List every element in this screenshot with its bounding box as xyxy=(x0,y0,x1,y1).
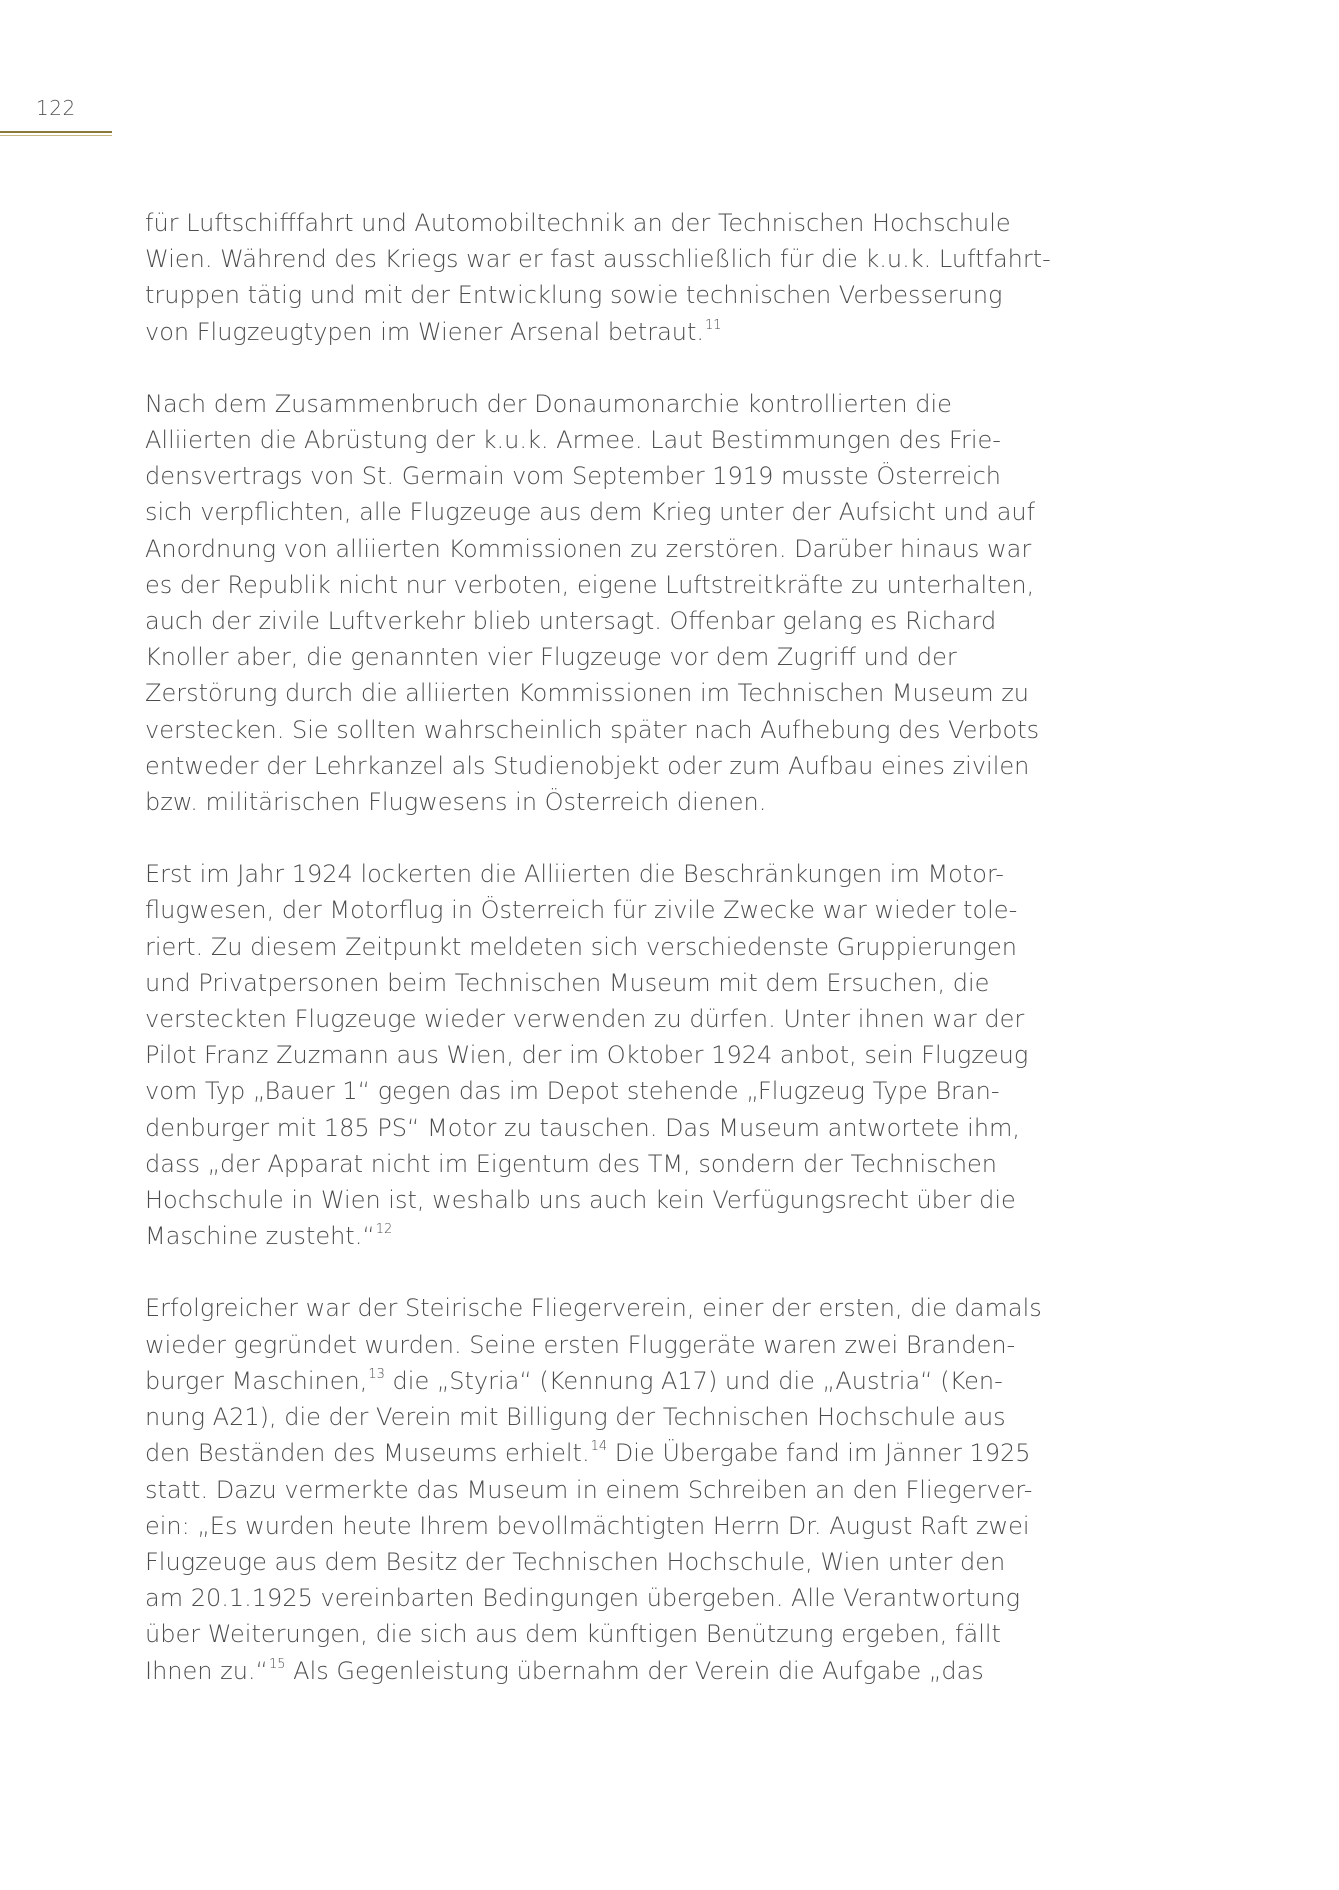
text-line xyxy=(145,531,1045,567)
text-line xyxy=(145,675,1045,711)
text-line xyxy=(145,1182,1045,1218)
text-line xyxy=(145,1073,1045,1109)
text-line xyxy=(145,784,1045,820)
text-line xyxy=(145,1399,1045,1435)
page-number-rule xyxy=(0,131,112,133)
footnote-marker[interactable]: 13 xyxy=(368,1366,385,1382)
text-line xyxy=(145,965,1045,1001)
line-text: Knoller aber, die genannten vier Flugzeuge vor dem Zugriff und der xyxy=(145,643,957,672)
line-text: Zerstörung durch die alliierten Kommissionen im Technischen Museum zu xyxy=(145,679,1030,708)
line-text: und Privatpersonen beim Technischen Museum mit dem Ersuchen, die xyxy=(145,968,990,997)
text-line xyxy=(145,1616,1045,1652)
text-line xyxy=(145,1327,1045,1363)
paragraph xyxy=(145,205,1051,350)
page-number: 122 xyxy=(36,96,76,120)
footnote-marker[interactable]: 11 xyxy=(705,317,722,333)
text-line xyxy=(145,277,1045,313)
text-line xyxy=(145,856,1045,892)
line-text: für Luftschifffahrt und Automobiltechnik an der Technischen Hochschule xyxy=(145,209,1011,237)
line-text: Pilot Franz Zuzmann aus Wien, der im Oktober 1924 anbot, sein Flugzeug xyxy=(145,1041,1029,1070)
text-line xyxy=(145,603,1045,639)
line-text: Hochschule in Wien ist, weshalb uns auch kein Verfügungsrecht über die xyxy=(145,1186,1016,1215)
footnote-marker[interactable]: 15 xyxy=(268,1656,286,1672)
line-text: sich verpflichten, alle Flugzeuge aus dem Krieg unter der Aufsicht und auf xyxy=(145,498,1036,527)
text-line xyxy=(145,567,1045,603)
text-line xyxy=(145,1110,1045,1146)
line-text: flugwesen, der Motorflug in Österreich für zivile Zwecke war wieder tole- xyxy=(145,896,1018,925)
line-text: burger Maschinen, xyxy=(145,1366,368,1395)
line-text: wieder gegründet wurden. Seine ersten Fluggeräte waren zwei Branden- xyxy=(145,1330,1016,1359)
line-text-continued: die „Styria“ (Kennung A17) und die „Austria“ (Ken- xyxy=(384,1366,1003,1395)
line-text: densvertrags von St. Germain vom September 1919 musste Österreich xyxy=(145,462,1002,491)
text-line xyxy=(145,241,1051,277)
line-text: versteckten Flugzeuge wieder verwenden zu dürfen. Unter ihnen war der xyxy=(145,1005,1025,1034)
text-line xyxy=(145,1580,1045,1616)
text-line xyxy=(145,712,1045,748)
text-line xyxy=(145,1653,1045,1689)
line-text: den Beständen des Museums erhielt. xyxy=(145,1439,590,1468)
line-text: über Weiterungen, die sich aus dem künftigen Benützung ergeben, fällt xyxy=(145,1620,1001,1649)
paragraph xyxy=(145,856,1045,1254)
line-text: entweder der Lehrkanzel als Studienobjekt oder zum Aufbau eines zivilen xyxy=(145,751,1030,780)
line-text-continued: Die Übergabe fand im Jänner 1925 xyxy=(607,1439,1031,1468)
line-text: Anordnung von alliierten Kommissionen zu zerstören. Darüber hinaus war xyxy=(145,534,1032,563)
paragraph xyxy=(145,386,1045,820)
text-line xyxy=(145,1508,1045,1544)
line-text: Erst im Jahr 1924 lockerten die Alliierten die Beschränkungen im Motor- xyxy=(145,860,1004,889)
text-line xyxy=(145,422,1045,458)
body-text xyxy=(145,205,1051,1725)
line-text: vom Typ „Bauer 1“ gegen das im Depot stehende „Flugzeug Type Bran- xyxy=(145,1077,1000,1106)
text-line xyxy=(145,386,1045,422)
text-line xyxy=(145,1290,1045,1326)
line-text: Erfolgreicher war der Steirische Fliegerverein, einer der ersten, die damals xyxy=(145,1294,1042,1323)
line-text: riert. Zu diesem Zeitpunkt meldeten sich verschiedenste Gruppierungen xyxy=(145,932,1017,961)
line-text: es der Republik nicht nur verboten, eigene Luftstreitkräfte zu unterhalten, xyxy=(145,570,1035,599)
footnote-marker[interactable]: 12 xyxy=(375,1222,393,1238)
footnote-marker[interactable]: 14 xyxy=(590,1439,608,1455)
line-text: nung A21), die der Verein mit Billigung der Technischen Hochschule aus xyxy=(145,1403,1006,1432)
line-text-continued: Als Gegenleistung übernahm der Verein die Aufgabe „das xyxy=(285,1656,984,1685)
line-text: Wien. Während des Kriegs war er fast ausschließlich für die k.u.k. Luftfahrt- xyxy=(145,245,1051,274)
line-text: am 20.1.1925 vereinbarten Bedingungen übergeben. Alle Verantwortung xyxy=(145,1584,1021,1613)
line-text: auch der zivile Luftverkehr blieb untersagt. Offenbar gelang es Richard xyxy=(145,607,997,636)
text-line xyxy=(145,1472,1045,1508)
line-text: ein: „Es wurden heute Ihrem bevollmächtigten Herrn Dr. August Raft zwei xyxy=(145,1511,1030,1540)
text-line xyxy=(145,494,1045,530)
line-text: Ihnen zu.“ xyxy=(145,1656,268,1685)
paragraph xyxy=(145,1290,1045,1688)
text-line xyxy=(145,929,1045,965)
text-line xyxy=(145,639,1045,675)
text-line xyxy=(145,1218,1045,1254)
text-line xyxy=(145,1363,1045,1399)
line-text: Maschine zusteht.“ xyxy=(145,1222,375,1251)
line-text: Alliierten die Abrüstung der k.u.k. Armee. Laut Bestimmungen des Frie- xyxy=(145,426,1001,455)
line-text: bzw. militärischen Flugwesens in Österreich dienen. xyxy=(145,788,767,817)
line-text: statt. Dazu vermerkte das Museum in einem Schreiben an den Fliegerver- xyxy=(145,1475,1033,1504)
text-line xyxy=(145,1146,1045,1182)
line-text: dass „der Apparat nicht im Eigentum des TM, sondern der Technischen xyxy=(145,1149,998,1178)
text-line xyxy=(145,458,1045,494)
text-line xyxy=(145,748,1045,784)
line-text: Flugzeuge aus dem Besitz der Technischen Hochschule, Wien unter den xyxy=(145,1547,1006,1576)
line-text: von Flugzeugtypen im Wiener Arsenal betraut. xyxy=(145,317,705,346)
text-line xyxy=(145,1001,1045,1037)
text-line xyxy=(145,1435,1045,1471)
text-line xyxy=(145,1544,1045,1580)
text-line xyxy=(145,892,1045,928)
text-line xyxy=(145,314,1045,350)
line-text: Nach dem Zusammenbruch der Donaumonarchie kontrollierten die xyxy=(145,389,952,418)
line-text: denburger mit 185 PS“ Motor zu tauschen. Das Museum antwortete ihm, xyxy=(145,1113,1021,1142)
text-line xyxy=(145,205,1045,241)
text-line xyxy=(145,1037,1045,1073)
line-text: truppen tätig und mit der Entwicklung sowie technischen Verbesserung xyxy=(145,281,1003,310)
line-text: verstecken. Sie sollten wahrscheinlich später nach Aufhebung des Verbots xyxy=(145,715,1040,744)
